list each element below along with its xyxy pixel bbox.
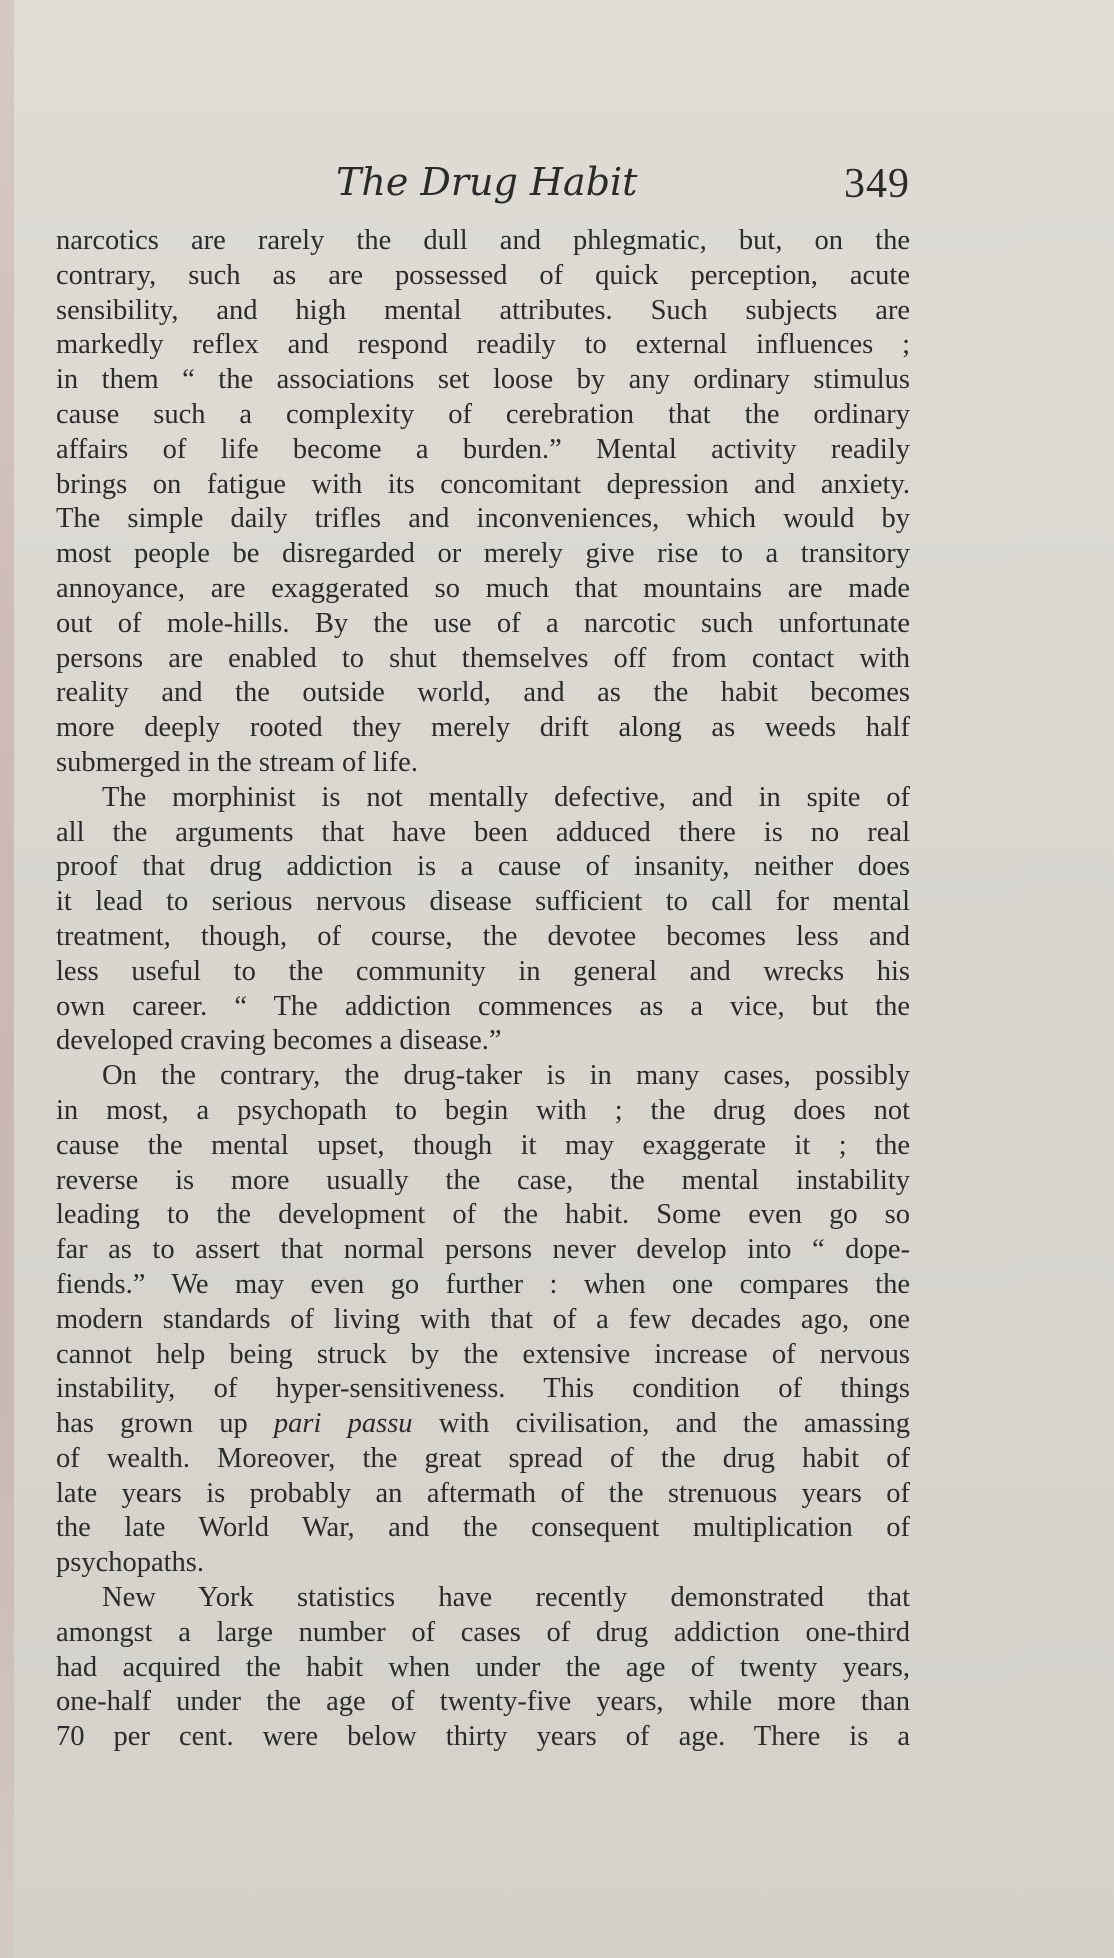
text-line: all the arguments that have been adduced there is no real [56,816,910,848]
text-line: reality and the outside world, and as the habit becomes [56,677,910,709]
text-line: psychopaths. [56,1547,205,1579]
paragraph-1 [56,224,910,781]
text-line: The morphinist is not mentally defective, and in spite of [102,781,910,813]
text-line: proof that drug addiction is a cause of insanity, neither does [56,851,910,883]
text-line: cannot help being struck by the extensive increase of nervous [56,1338,910,1370]
paragraph-3 [56,1059,910,1581]
paragraph-4 [56,1581,910,1755]
text-line: New York statistics have recently demonstrated that [102,1582,910,1614]
text-line: On the contrary, the drug-taker is in many cases, possibly [102,1060,910,1092]
text-line: 70 per cent. were below thirty years of age. There is a [56,1721,910,1753]
text-line: markedly reflex and respond readily to external influences ; [56,329,910,361]
text-line-with-italic [56,1407,910,1442]
text-line: instability, of hyper-sensitiveness. This condition of things [56,1373,910,1405]
text-line: reverse is more usually the case, the mental instability [56,1164,910,1196]
text-line: most people be disregarded or merely give rise to a transitory [56,538,910,570]
text-line: cause such a complexity of cerebration that the ordinary [56,398,910,430]
text-line: modern standards of living with that of a few decades ago, one [56,1303,910,1335]
text-line: in most, a psychopath to begin with ; the drug does not [56,1094,910,1126]
text-line: had acquired the habit when under the age of twenty years, [56,1651,910,1683]
text-line: of wealth. Moreover, the great spread of the drug habit of [56,1442,910,1474]
text-line: out of mole-hills. By the use of a narcotic such unfortunate [56,607,910,639]
running-header [56,158,910,214]
page-gutter-edge [0,0,14,1958]
text-line: brings on fatigue with its concomitant depression and anxiety. [56,468,910,500]
text-line: persons are enabled to shut themselves off from contact with [56,642,910,674]
page-number: 349 [844,161,910,207]
text-line: late years is probably an aftermath of the strenuous years of [56,1477,910,1509]
body-text [56,224,910,1755]
text-line: developed craving becomes a disease.” [56,1025,502,1057]
text-line: cause the mental upset, though it may exaggerate it ; the [56,1129,910,1161]
text-line: it lead to serious nervous disease sufficient to call for mental [56,886,910,918]
text-line: leading to the development of the habit. Some even go so [56,1199,910,1231]
text-line: the late World War, and the consequent multiplication of [56,1512,910,1544]
running-title: The Drug Habit [336,160,638,204]
text-line: treatment, though, of course, the devotee becomes less and [56,920,910,952]
text-line: in them “ the associations set loose by any ordinary stimulus [56,364,910,396]
text-line: narcotics are rarely the dull and phlegmatic, but, on the [56,225,910,256]
text-line: submerged in the stream of life. [56,746,418,778]
text-line: less useful to the community in general and wrecks his [56,955,910,987]
italic-phrase: pari passu [273,1408,413,1440]
text-line: contrary, such as are possessed of quick perception, acute [56,259,910,291]
text-line: annoyance, are exaggerated so much that mountains are made [56,572,910,604]
text-line: own career. “ The addiction commences as a vice, but the [56,990,910,1022]
text-line: amongst a large number of cases of drug addiction one-third [56,1616,910,1648]
text-line: far as to assert that normal persons never develop into “ dope- [56,1234,910,1266]
paragraph-2 [56,781,910,1059]
text-fragment: has grown up [56,1408,248,1440]
text-line: fiends.” We may even go further : when one compares the [56,1268,910,1300]
text-line: more deeply rooted they merely drift along as weeds half [56,712,910,744]
text-line: sensibility, and high mental attributes. Such subjects are [56,294,910,326]
text-line: one-half under the age of twenty-five years, while more than [56,1686,910,1718]
text-line: affairs of life become a burden.” Mental activity readily [56,433,910,465]
text-fragment: with civilisation, and the amassing [438,1408,910,1440]
text-line: The simple daily trifles and inconveniences, which would by [56,503,910,535]
